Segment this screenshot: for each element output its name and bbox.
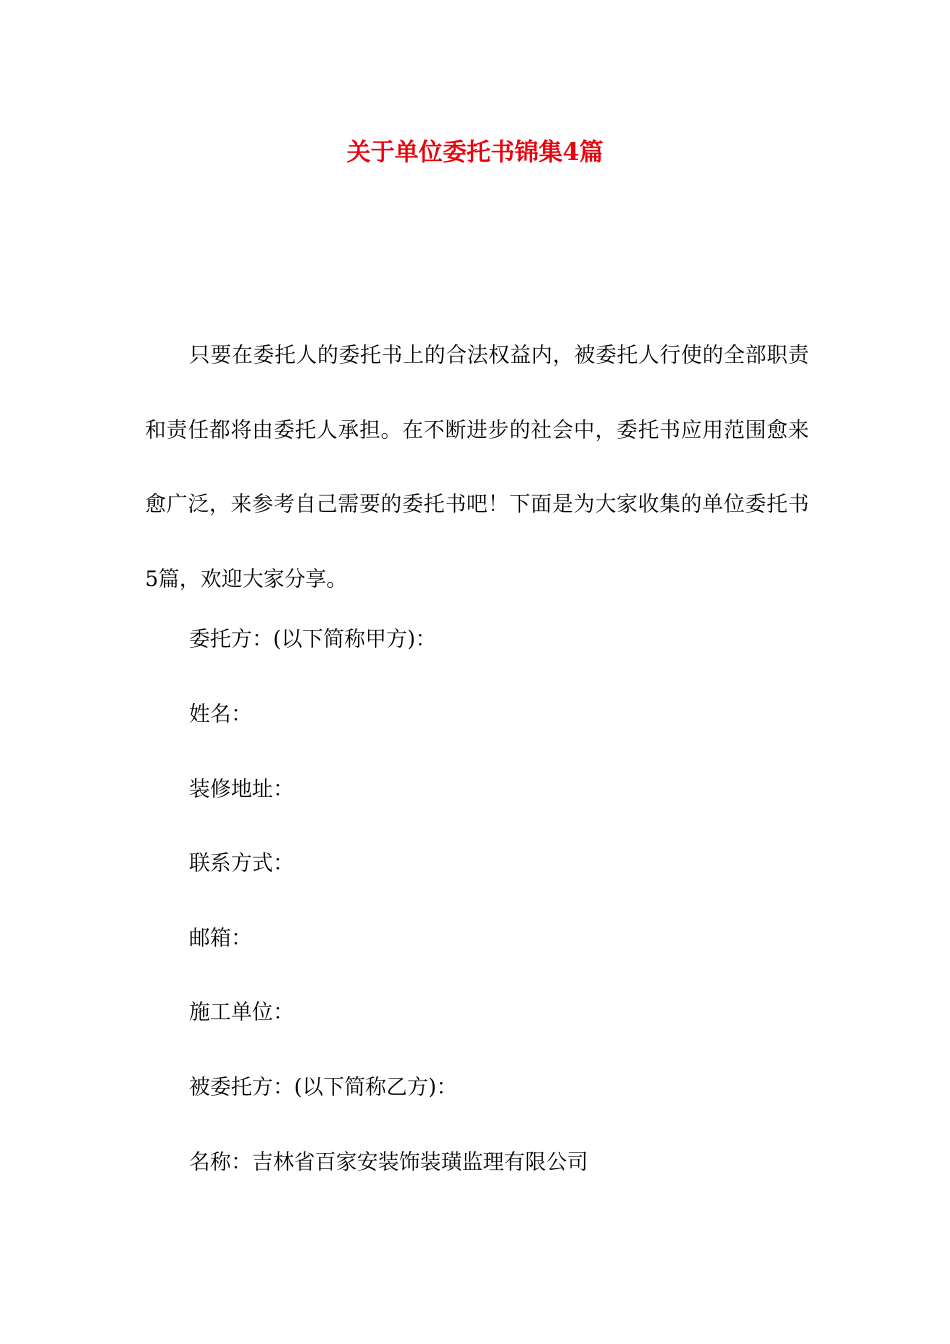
field-client: 委托方：(以下简称甲方)： [189,627,437,651]
field-agent: 被委托方：(以下简称乙方)： [189,1075,458,1099]
field-name: 姓名： [189,702,252,726]
field-contact: 联系方式： [189,851,294,875]
field-company-name: 名称：吉林省百家安装饰装璜监理有限公司 [189,1150,588,1174]
field-email: 邮箱： [189,926,252,950]
document-title: 关于单位委托书锦集4篇 [346,137,604,166]
field-contractor: 施工单位： [189,1000,294,1024]
intro-paragraph: 只要在委托人的委托书上的合法权益内，被委托人行使的全部职责和责任都将由委托人承担。在不断进步的社会中，委托书应用范围愈来愈广泛，来参考自己需要的委托书吧！下面是为大家收集的单位委托书5篇，欢迎大家分享。 [145,343,809,591]
field-address: 装修地址： [189,777,294,801]
